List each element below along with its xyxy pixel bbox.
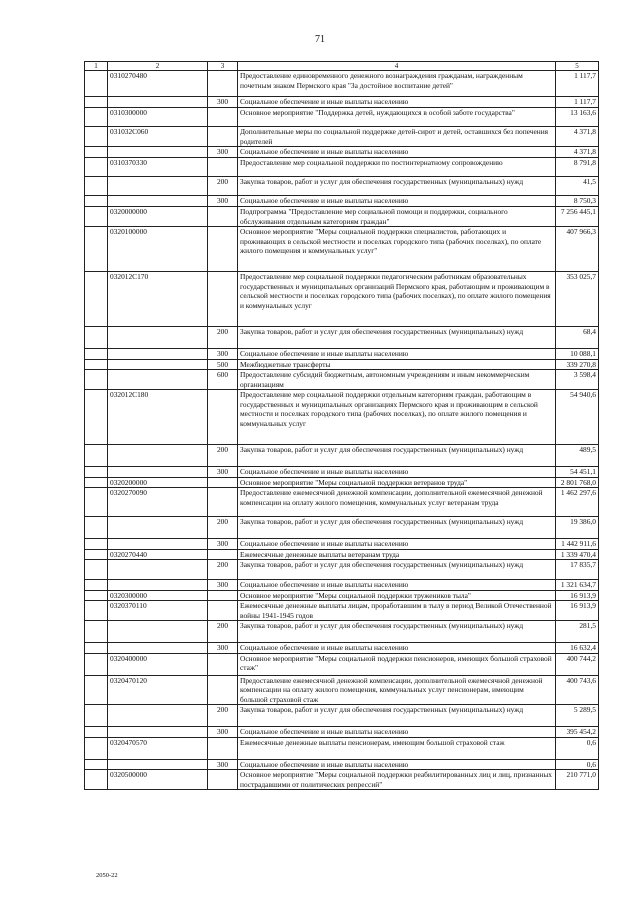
expense-kind-cell <box>208 477 238 488</box>
target-article-code-cell <box>108 643 208 654</box>
row-number-cell <box>85 359 108 370</box>
target-article-code-cell <box>108 196 208 207</box>
amount-cell: 407 966,3 <box>556 227 599 272</box>
target-article-code-cell: 032012С180 <box>108 390 208 445</box>
item-name-cell: Основное мероприятие "Меры социальной поддержки реабилитированных лиц и лиц, признанных пострадавшими от политических репрессий" <box>238 770 556 790</box>
header-cell-2: 2 <box>108 62 208 71</box>
target-article-code-cell <box>108 560 208 580</box>
row-number-cell <box>85 196 108 207</box>
table-row <box>85 370 599 390</box>
target-article-code-cell <box>108 370 208 390</box>
expense-kind-cell: 300 <box>208 580 238 591</box>
table-row <box>85 549 599 560</box>
table-row <box>85 580 599 591</box>
target-article-code-cell <box>108 580 208 591</box>
table-row <box>85 390 599 445</box>
expense-kind-cell: 300 <box>208 727 238 738</box>
expense-kind-cell <box>208 158 238 177</box>
target-article-code-cell: 032012С170 <box>108 272 208 327</box>
target-article-code-cell <box>108 177 208 196</box>
item-name-cell: Предоставление субсидий бюджетным, автономным учреждениям и иным некоммерческим организациям <box>238 370 556 390</box>
amount-cell: 5 289,5 <box>556 705 599 727</box>
target-article-code-cell <box>108 727 208 738</box>
amount-cell: 17 835,7 <box>556 560 599 580</box>
row-number-cell <box>85 517 108 539</box>
table-row <box>85 196 599 207</box>
amount-cell: 1 462 297,6 <box>556 488 599 517</box>
item-name-cell: Основное мероприятие "Меры социальной поддержки пенсионеров, имеющих большой страховой стаж" <box>238 653 556 675</box>
item-name-cell: Социальное обеспечение и иные выплаты населению <box>238 580 556 591</box>
table-row <box>85 621 599 643</box>
row-number-cell <box>85 601 108 621</box>
item-name-cell: Предоставление единовременного денежного вознаграждения гражданам, награжденным почетным знаком Пермского края "За достойное воспитание детей" <box>238 71 556 97</box>
item-name-cell: Социальное обеспечение и иные выплаты населению <box>238 643 556 654</box>
row-number-cell <box>85 549 108 560</box>
expense-kind-cell: 300 <box>208 643 238 654</box>
expense-kind-cell: 300 <box>208 97 238 108</box>
table-row <box>85 71 599 97</box>
item-name-cell: Подпрограмма "Предоставление мер социальной помощи и поддержки, социального обслуживания отдельным категориям граждан" <box>238 207 556 227</box>
row-number-cell <box>85 390 108 445</box>
table-row <box>85 770 599 790</box>
target-article-code-cell <box>108 445 208 467</box>
row-number-cell <box>85 127 108 147</box>
target-article-code-cell <box>108 349 208 360</box>
expense-kind-cell: 200 <box>208 621 238 643</box>
amount-cell: 4 371,8 <box>556 147 599 158</box>
table-row <box>85 445 599 467</box>
header-cell-4: 4 <box>238 62 556 71</box>
row-number-cell <box>85 370 108 390</box>
table-row <box>85 675 599 705</box>
header-row <box>85 62 599 71</box>
amount-cell: 8 791,8 <box>556 158 599 177</box>
target-article-code-cell: 0310300000 <box>108 108 208 127</box>
target-article-code-cell: 0320200000 <box>108 477 208 488</box>
row-number-cell <box>85 272 108 327</box>
target-article-code-cell <box>108 539 208 550</box>
amount-cell: 353 025,7 <box>556 272 599 327</box>
row-number-cell <box>85 488 108 517</box>
table-body <box>85 71 599 790</box>
item-name-cell: Закупка товаров, работ и услуг для обеспечения государственных (муниципальных) нужд <box>238 517 556 539</box>
expense-kind-cell: 200 <box>208 560 238 580</box>
table-row <box>85 207 599 227</box>
amount-cell: 1 442 911,6 <box>556 539 599 550</box>
document-code: 2050-22 <box>96 872 118 879</box>
target-article-code-cell: 0320470570 <box>108 737 208 759</box>
page-number: 71 <box>315 34 325 45</box>
expense-kind-cell: 300 <box>208 196 238 207</box>
item-name-cell: Закупка товаров, работ и услуг для обеспечения государственных (муниципальных) нужд <box>238 621 556 643</box>
row-number-cell <box>85 108 108 127</box>
table-row <box>85 705 599 727</box>
table-row <box>85 477 599 488</box>
item-name-cell: Основное мероприятие "Меры социальной поддержки специалистов, работающих и проживающих в сельской местности и поселках городского типа (рабочих поселках), по оплате жилого помещения и коммунальных услуг" <box>238 227 556 272</box>
target-article-code-cell <box>108 517 208 539</box>
row-number-cell <box>85 445 108 467</box>
target-article-code-cell <box>108 759 208 770</box>
table-row <box>85 539 599 550</box>
table-row <box>85 560 599 580</box>
amount-cell: 16 913,9 <box>556 601 599 621</box>
amount-cell: 0,6 <box>556 759 599 770</box>
item-name-cell: Социальное обеспечение и иные выплаты населению <box>238 196 556 207</box>
expense-kind-cell <box>208 488 238 517</box>
expense-kind-cell <box>208 390 238 445</box>
table-header <box>85 62 599 71</box>
row-number-cell <box>85 158 108 177</box>
amount-cell: 3 598,4 <box>556 370 599 390</box>
target-article-code-cell <box>108 327 208 349</box>
amount-cell: 400 743,6 <box>556 675 599 705</box>
target-article-code-cell: 031032С060 <box>108 127 208 147</box>
target-article-code-cell: 0320370110 <box>108 601 208 621</box>
amount-cell: 1 339 470,4 <box>556 549 599 560</box>
item-name-cell: Закупка товаров, работ и услуг для обеспечения государственных (муниципальных) нужд <box>238 327 556 349</box>
row-number-cell <box>85 97 108 108</box>
expense-kind-cell: 500 <box>208 359 238 370</box>
target-article-code-cell <box>108 359 208 370</box>
item-name-cell: Ежемесячные денежные выплаты пенсионерам, имеющим большой страховой стаж <box>238 737 556 759</box>
table-row <box>85 327 599 349</box>
amount-cell: 8 750,3 <box>556 196 599 207</box>
row-number-cell <box>85 590 108 601</box>
table-row <box>85 127 599 147</box>
budget-table <box>84 61 599 790</box>
row-number-cell <box>85 727 108 738</box>
target-article-code-cell: 0320400000 <box>108 653 208 675</box>
table-row <box>85 108 599 127</box>
table-row <box>85 759 599 770</box>
table-row <box>85 590 599 601</box>
expense-kind-cell: 600 <box>208 370 238 390</box>
row-number-cell <box>85 539 108 550</box>
item-name-cell: Социальное обеспечение и иные выплаты населению <box>238 97 556 108</box>
item-name-cell: Дополнительные меры по социальной поддержке детей-сирот и детей, оставшихся без попечения родителей <box>238 127 556 147</box>
target-article-code-cell: 0320270440 <box>108 549 208 560</box>
amount-cell: 2 801 768,0 <box>556 477 599 488</box>
item-name-cell: Закупка товаров, работ и услуг для обеспечения государственных (муниципальных) нужд <box>238 445 556 467</box>
expense-kind-cell: 200 <box>208 177 238 196</box>
row-number-cell <box>85 653 108 675</box>
expense-kind-cell <box>208 108 238 127</box>
item-name-cell: Социальное обеспечение и иные выплаты населению <box>238 467 556 478</box>
expense-kind-cell: 200 <box>208 327 238 349</box>
row-number-cell <box>85 621 108 643</box>
table-row <box>85 601 599 621</box>
item-name-cell: Закупка товаров, работ и услуг для обеспечения государственных (муниципальных) нужд <box>238 705 556 727</box>
expense-kind-cell: 300 <box>208 147 238 158</box>
expense-kind-cell: 300 <box>208 759 238 770</box>
amount-cell: 54 940,6 <box>556 390 599 445</box>
amount-cell: 0,6 <box>556 737 599 759</box>
table-row <box>85 737 599 759</box>
target-article-code-cell <box>108 147 208 158</box>
row-number-cell <box>85 71 108 97</box>
row-number-cell <box>85 147 108 158</box>
expense-kind-cell <box>208 590 238 601</box>
table-row <box>85 517 599 539</box>
item-name-cell: Закупка товаров, работ и услуг для обеспечения государственных (муниципальных) нужд <box>238 560 556 580</box>
row-number-cell <box>85 477 108 488</box>
expense-kind-cell: 300 <box>208 539 238 550</box>
table-row <box>85 727 599 738</box>
row-number-cell <box>85 737 108 759</box>
row-number-cell <box>85 327 108 349</box>
table-row <box>85 359 599 370</box>
table-row <box>85 488 599 517</box>
amount-cell: 13 163,6 <box>556 108 599 127</box>
table-row <box>85 643 599 654</box>
amount-cell: 19 386,0 <box>556 517 599 539</box>
amount-cell: 1 117,7 <box>556 71 599 97</box>
target-article-code-cell <box>108 467 208 478</box>
row-number-cell <box>85 770 108 790</box>
amount-cell: 400 744,2 <box>556 653 599 675</box>
row-number-cell <box>85 560 108 580</box>
table-row <box>85 147 599 158</box>
item-name-cell: Основное мероприятие "Меры социальной поддержки ветеранов труда" <box>238 477 556 488</box>
amount-cell: 41,5 <box>556 177 599 196</box>
expense-kind-cell <box>208 227 238 272</box>
amount-cell: 7 256 445,1 <box>556 207 599 227</box>
target-article-code-cell <box>108 97 208 108</box>
expense-kind-cell: 200 <box>208 517 238 539</box>
row-number-cell <box>85 580 108 591</box>
item-name-cell: Предоставление мер социальной поддержки по постинтернатному сопровождению <box>238 158 556 177</box>
row-number-cell <box>85 759 108 770</box>
expense-kind-cell <box>208 737 238 759</box>
amount-cell: 210 771,0 <box>556 770 599 790</box>
header-cell-3: 3 <box>208 62 238 71</box>
amount-cell: 489,5 <box>556 445 599 467</box>
amount-cell: 395 454,2 <box>556 727 599 738</box>
row-number-cell <box>85 643 108 654</box>
expense-kind-cell <box>208 549 238 560</box>
row-number-cell <box>85 705 108 727</box>
target-article-code-cell: 0320270090 <box>108 488 208 517</box>
expense-kind-cell: 300 <box>208 349 238 360</box>
header-cell-5: 5 <box>556 62 599 71</box>
item-name-cell: Ежемесячные денежные выплаты ветеранам труда <box>238 549 556 560</box>
item-name-cell: Социальное обеспечение и иные выплаты населению <box>238 759 556 770</box>
expense-kind-cell <box>208 675 238 705</box>
item-name-cell: Социальное обеспечение и иные выплаты населению <box>238 727 556 738</box>
item-name-cell: Социальное обеспечение и иные выплаты населению <box>238 539 556 550</box>
target-article-code-cell <box>108 621 208 643</box>
item-name-cell: Основное мероприятие "Поддержка детей, нуждающихся в особой заботе государства" <box>238 108 556 127</box>
expense-kind-cell <box>208 272 238 327</box>
target-article-code-cell <box>108 705 208 727</box>
row-number-cell <box>85 349 108 360</box>
table-row <box>85 177 599 196</box>
expense-kind-cell <box>208 770 238 790</box>
row-number-cell <box>85 467 108 478</box>
amount-cell: 1 117,7 <box>556 97 599 108</box>
target-article-code-cell: 0320000000 <box>108 207 208 227</box>
row-number-cell <box>85 227 108 272</box>
target-article-code-cell: 0310370330 <box>108 158 208 177</box>
row-number-cell <box>85 177 108 196</box>
amount-cell: 54 451,1 <box>556 467 599 478</box>
header-cell-1: 1 <box>85 62 108 71</box>
item-name-cell: Социальное обеспечение и иные выплаты населению <box>238 147 556 158</box>
item-name-cell: Основное мероприятие "Меры социальной поддержки тружеников тыла" <box>238 590 556 601</box>
row-number-cell <box>85 207 108 227</box>
amount-cell: 281,5 <box>556 621 599 643</box>
expense-kind-cell <box>208 207 238 227</box>
amount-cell: 16 632,4 <box>556 643 599 654</box>
expense-kind-cell <box>208 71 238 97</box>
amount-cell: 16 913,9 <box>556 590 599 601</box>
target-article-code-cell: 0320500000 <box>108 770 208 790</box>
amount-cell: 339 270,8 <box>556 359 599 370</box>
amount-cell: 1 321 634,7 <box>556 580 599 591</box>
table-row <box>85 272 599 327</box>
table-row <box>85 158 599 177</box>
item-name-cell: Межбюджетные трансферты <box>238 359 556 370</box>
target-article-code-cell: 0320470120 <box>108 675 208 705</box>
amount-cell: 68,4 <box>556 327 599 349</box>
amount-cell: 4 371,8 <box>556 127 599 147</box>
table-row <box>85 97 599 108</box>
item-name-cell: Социальное обеспечение и иные выплаты населению <box>238 349 556 360</box>
expense-kind-cell: 200 <box>208 705 238 727</box>
table-row <box>85 653 599 675</box>
item-name-cell: Предоставление мер социальной поддержки отдельным категориям граждан, работающим в государственных и муниципальных организациях Пермского края и проживающим в сельской местности и поселках городского типа (рабочих поселках), по оплате жилого помещения и коммунальных услуг <box>238 390 556 445</box>
table-row <box>85 227 599 272</box>
item-name-cell: Предоставление мер социальной поддержки педагогическим работникам образовательных государственных и муниципальных организаций Пермского края, работающим и проживающим в сельской местности и поселках городского типа (рабочих поселках), по оплате жилого помещения и коммунальных услуг <box>238 272 556 327</box>
table-row <box>85 349 599 360</box>
expense-kind-cell <box>208 653 238 675</box>
item-name-cell: Предоставление ежемесячной денежной компенсации, дополнительной ежемесячной денежной компенсации на оплату жилого помещения, коммунальных услуг пенсионерам, имеющим большой страховой стаж <box>238 675 556 705</box>
expense-kind-cell: 200 <box>208 445 238 467</box>
item-name-cell: Закупка товаров, работ и услуг для обеспечения государственных (муниципальных) нужд <box>238 177 556 196</box>
expense-kind-cell <box>208 601 238 621</box>
expense-kind-cell: 300 <box>208 467 238 478</box>
item-name-cell: Предоставление ежемесячной денежной компенсации, дополнительной ежемесячной денежной компенсации на оплату жилого помещения, коммунальных услуг ветеранам труда <box>238 488 556 517</box>
target-article-code-cell: 0310270480 <box>108 71 208 97</box>
target-article-code-cell: 0320300000 <box>108 590 208 601</box>
amount-cell: 10 088,1 <box>556 349 599 360</box>
row-number-cell <box>85 675 108 705</box>
table-row <box>85 467 599 478</box>
target-article-code-cell: 0320100000 <box>108 227 208 272</box>
item-name-cell: Ежемесячные денежные выплаты лицам, проработавшим в тылу в период Великой Отечественной войны 1941-1945 годов <box>238 601 556 621</box>
expense-kind-cell <box>208 127 238 147</box>
